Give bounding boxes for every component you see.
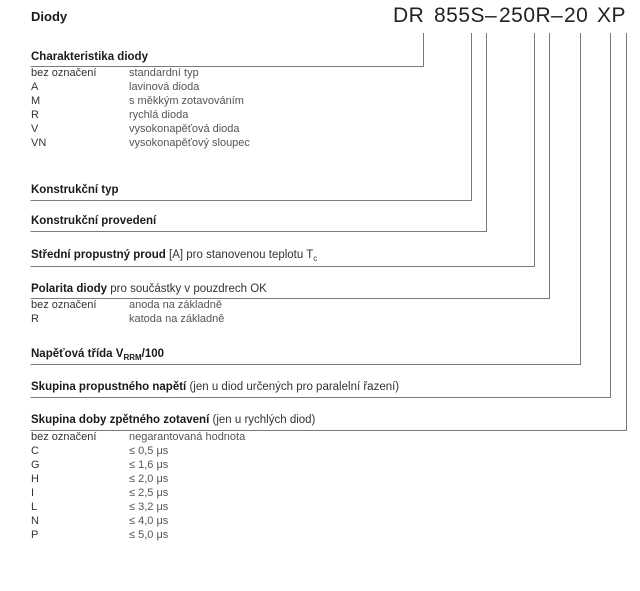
table-row: bez označení standardní typ	[31, 67, 199, 79]
table-row: I ≤ 2,5 μs	[31, 487, 169, 499]
table-row: R rychlá dioda	[31, 109, 189, 121]
table-row: V vysokonapěťová dioda	[31, 123, 240, 135]
table-row: VN vysokonapěťový sloupec	[31, 137, 250, 149]
table-row: A lavinová dioda	[31, 81, 200, 93]
table-row: bez označení anoda na základně	[31, 299, 222, 311]
table-row: G ≤ 1,6 μs	[31, 459, 169, 471]
section-polarity: Polarita diody pro součástky v pouzdrech OK	[31, 283, 267, 295]
code-voltage-class: 20	[564, 4, 589, 27]
table-row: L ≤ 3,2 μs	[31, 501, 169, 513]
table-row: M s měkkým zotavováním	[31, 95, 244, 107]
code-type: 855S	[434, 4, 486, 27]
table-row: R katoda na základně	[31, 313, 225, 325]
code-group: XP	[597, 4, 627, 27]
section-forward-current: Střední propustný proud [A] pro stanovenou teplotu $T_c$	[31, 249, 318, 263]
section-forward-voltage-group: Skupina propustného napětí (jen u diod určených pro paralelní řazení)	[31, 381, 400, 393]
table-row: H ≤ 2,0 μs	[31, 473, 169, 485]
table-row: C ≤ 0,5 μs	[31, 445, 169, 457]
code-dash-1: –	[485, 4, 498, 27]
section-voltage-class: Napěťová třída $V_{RRM}/100$	[31, 348, 165, 362]
code-dash-2: –	[551, 4, 564, 27]
section-construction-design: Konstrukční provedení	[31, 215, 157, 227]
section-recovery-group: Skupina doby zpětného zotavení (jen u rychlých diod)	[31, 414, 316, 426]
table-row: bez označení negarantovaná hodnota	[31, 431, 246, 443]
table-row: N ≤ 4,0 μs	[31, 515, 169, 527]
page-title: Diody	[31, 9, 68, 24]
section-characteristic: Charakteristika diody	[31, 51, 148, 63]
code-current: 250R	[499, 4, 552, 27]
section-construction-type: Konstrukční typ	[31, 184, 119, 196]
code-prefix: DR	[393, 4, 425, 27]
table-row: P ≤ 5,0 μs	[31, 529, 169, 541]
